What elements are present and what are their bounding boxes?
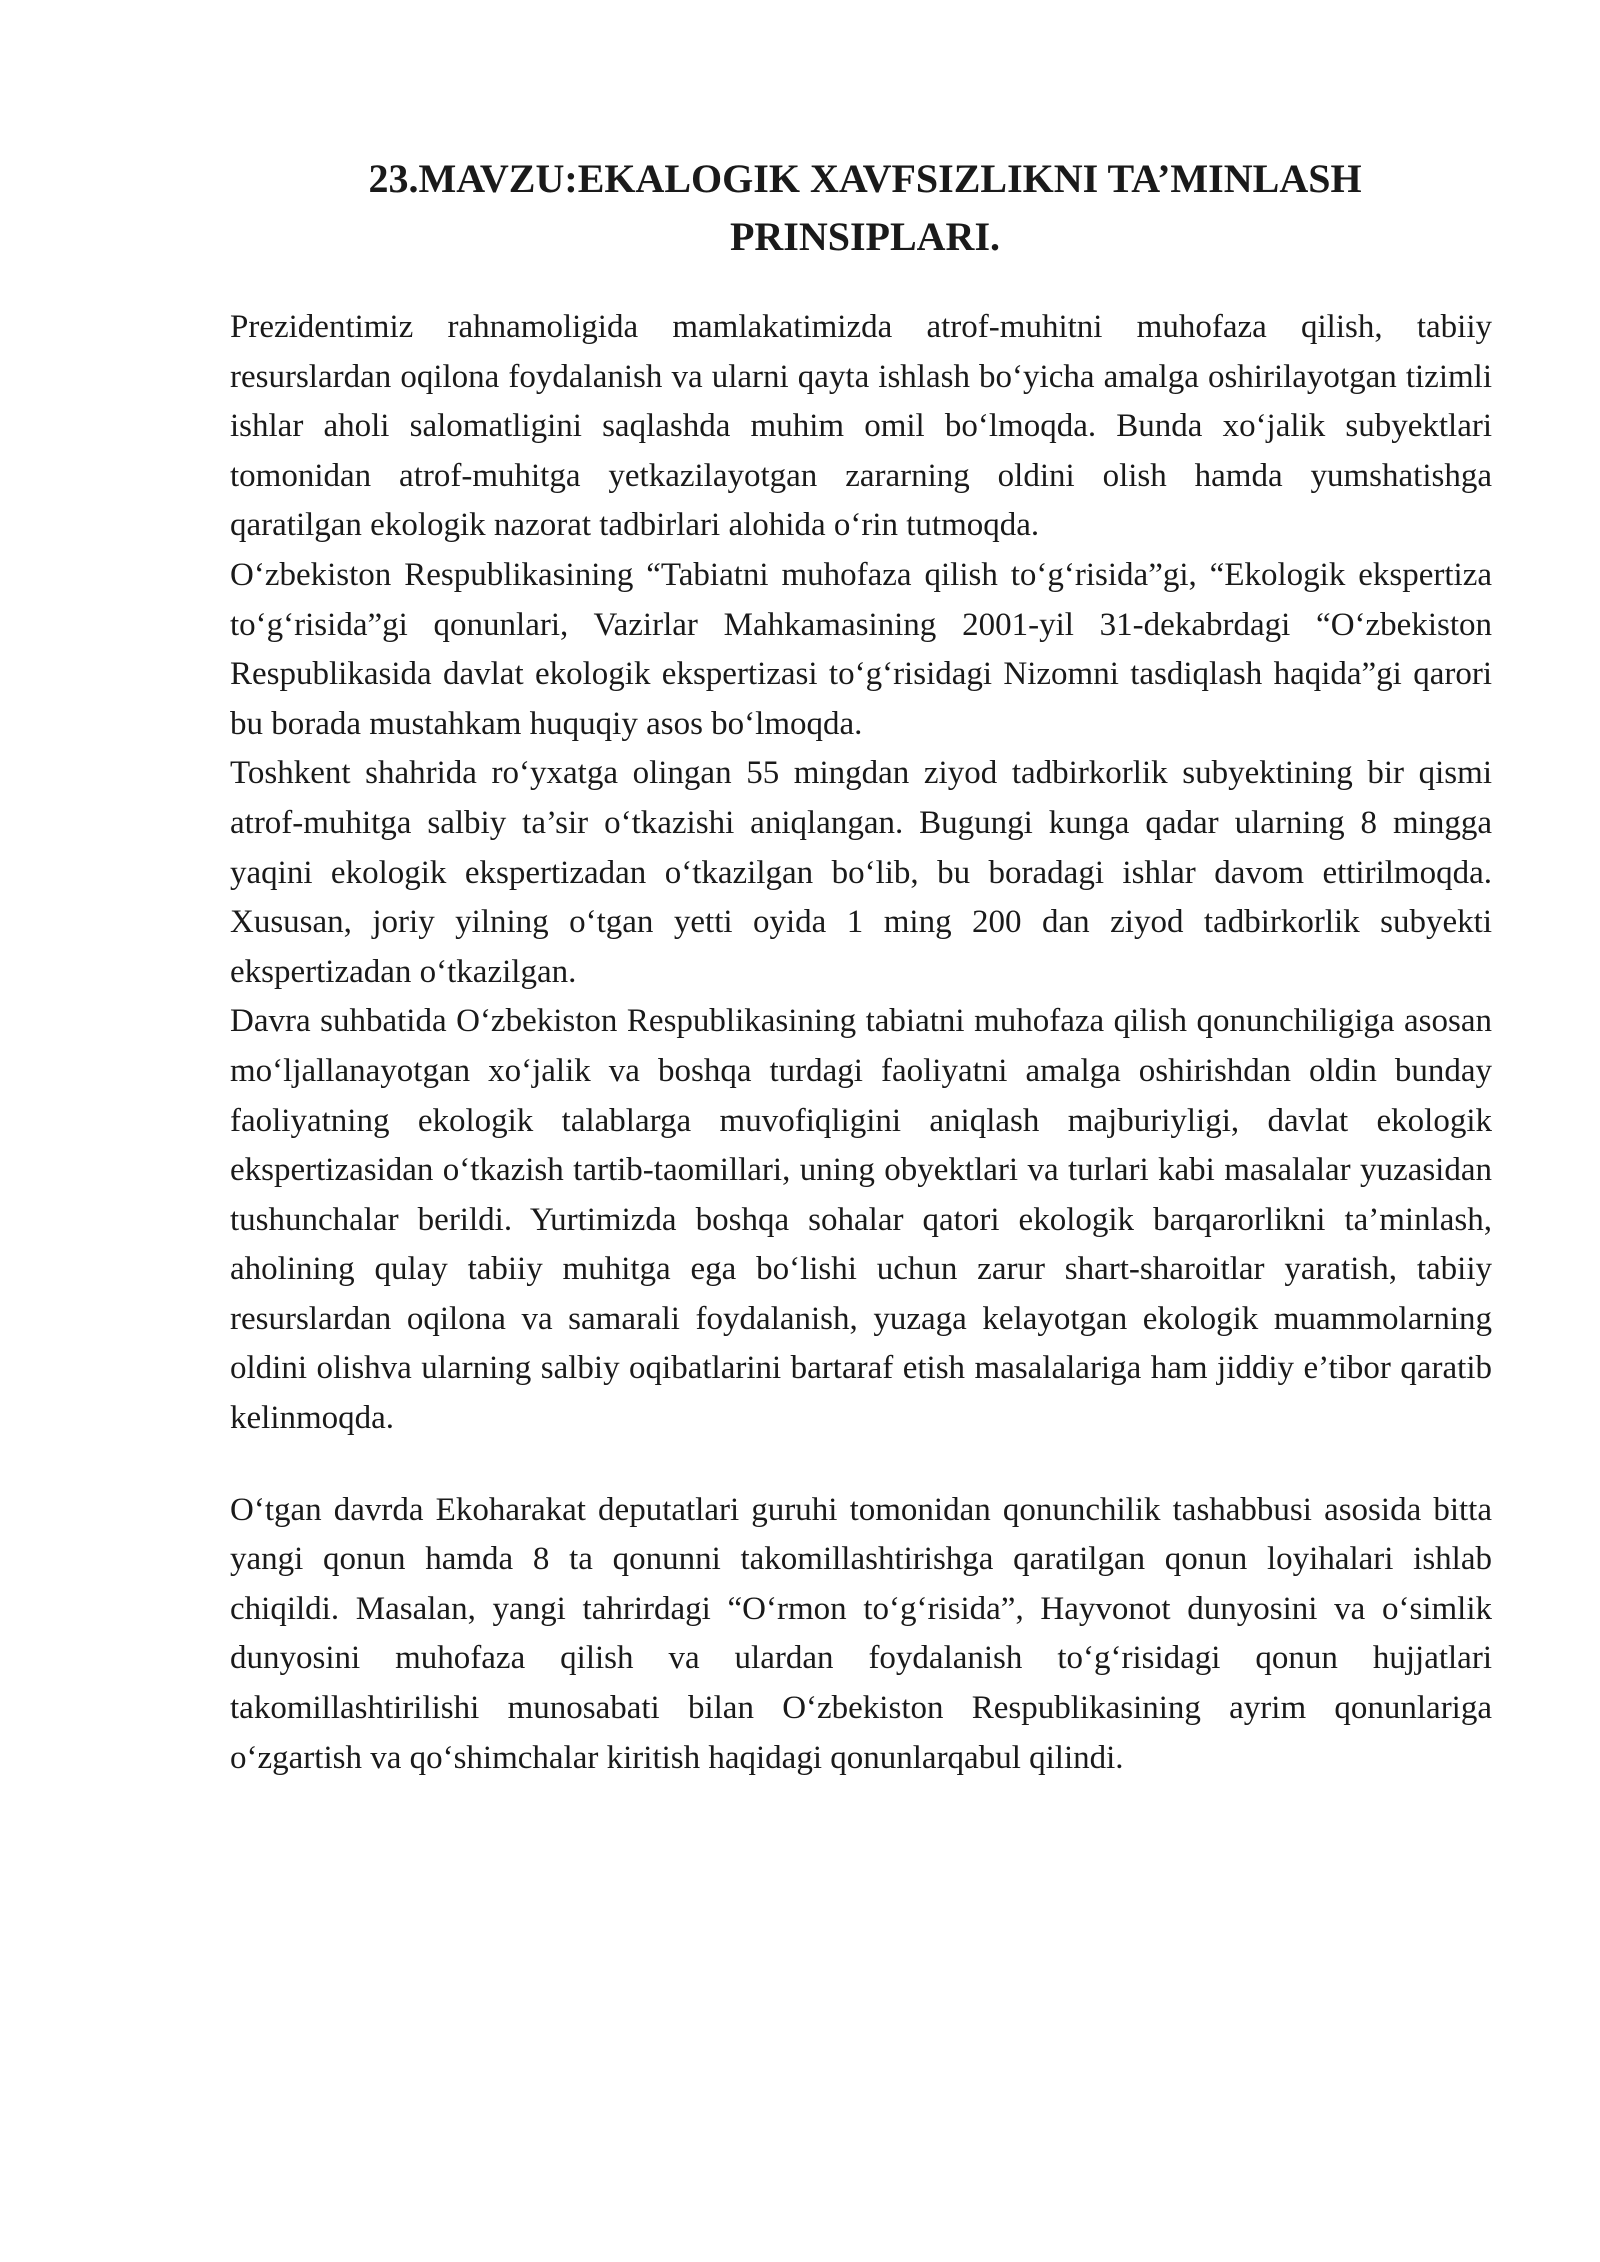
paragraph-1: Prezidentimiz rahnamoligida mamlakatimizda atrof-muhitni muhofaza qilish, tabiiy resurslardan oqilona foydalanish va ularni qayta ishlash bo‘yicha amalga oshirilayotgan tizimli ishlar aholi salomatligini saqlashda muhim omil bo‘lmoqda. Bunda xo‘jalik subyektlari tomonidan atrof-muhitga yetkazilayotgan zararning oldini olish hamda yumshatishga qaratilgan ekologik nazorat tadbirlari alohida o‘rin tutmoqda. xyxy=(230,309,1492,544)
paragraph-3: Toshkent shahrida ro‘yxatga olingan 55 mingdan ziyod tadbirkorlik subyektining bir qismi atrof-muhitga salbiy ta’sir o‘tkazishi aniqlangan. Bugungi kunga qadar ularning 8 mingga yaqini ekologik ekspertizadan o‘tkazilgan bo‘lib, bu boradagi ishlar davom ettirilmoqda. Xususan, joriy yilning o‘tgan yetti oyida 1 ming 200 dan ziyod tadbirkorlik subyekti ekspertizadan o‘tkazilgan. xyxy=(230,755,1492,990)
document-title: 23.MAVZU:EKALOGIK XAVFSIZLIKNI TA’MINLASH PRINSIPLARI. xyxy=(368,156,1362,259)
paragraph-5: O‘tgan davrda Ekoharakat deputatlari guruhi tomonidan qonunchilik tashabbusi asosida bitta yangi qonun hamda 8 ta qonunni takomillashtirishga qaratilgan qonun loyihalari ishlab chiqildi. Masalan, yangi tahrirdagi “O‘rmon to‘g‘risida”, Hayvonot dunyosini va o‘simlik dunyosini muhofaza qilish va ulardan foydalanish to‘g‘risidagi qonun hujjatlari takomillashtirilishi munosabati bilan O‘zbekiston Respublikasining ayrim qonunlariga o‘zgartish va qo‘shimchalar kiritish haqidagi qonunlarqabul qilindi. xyxy=(230,1491,1492,1776)
paragraph-4: Davra suhbatida O‘zbekiston Respublikasining tabiatni muhofaza qilish qonunchiligiga asosan mo‘ljallanayotgan xo‘jalik va boshqa turdagi faoliyatni amalga oshirishdan oldin bunday faoliyatning ekologik talablarga muvofiqligini aniqlash majburiyligi, davlat ekologik ekspertizasidan o‘tkazish tartib-taomillari, uning obyektlari va turlari kabi masalalar yuzasidan tushunchalar berildi. Yurtimizda boshqa sohalar qatori ekologik barqarorlikni ta’minlash, aholining qulay tabiiy muhitga ega bo‘lishi uchun zarur shart-sharoitlar yaratish, tabiiy resurslardan oqilona va samarali foydalanish, yuzaga kelayotgan ekologik muammolarning oldini olishva ularning salbiy oqibatlarini bartaraf etish masalalariga ham jiddiy e’tibor qaratib kelinmoqda. xyxy=(230,1003,1492,1437)
paragraph-2: O‘zbekiston Respublikasining “Tabiatni muhofaza qilish to‘g‘risida”gi, “Ekologik ekspertiza to‘g‘risida”gi qonunlari, Vazirlar Mahkamasining 2001-yil 31-dekabrdagi “O‘zbekiston Respublikasida davlat ekologik ekspertizasi to‘g‘risidagi Nizomni tasdiqlash haqida”gi qarori bu borada mustahkam huquqiy asos bo‘lmoqda. xyxy=(230,556,1492,742)
document-body xyxy=(230,303,1492,1783)
